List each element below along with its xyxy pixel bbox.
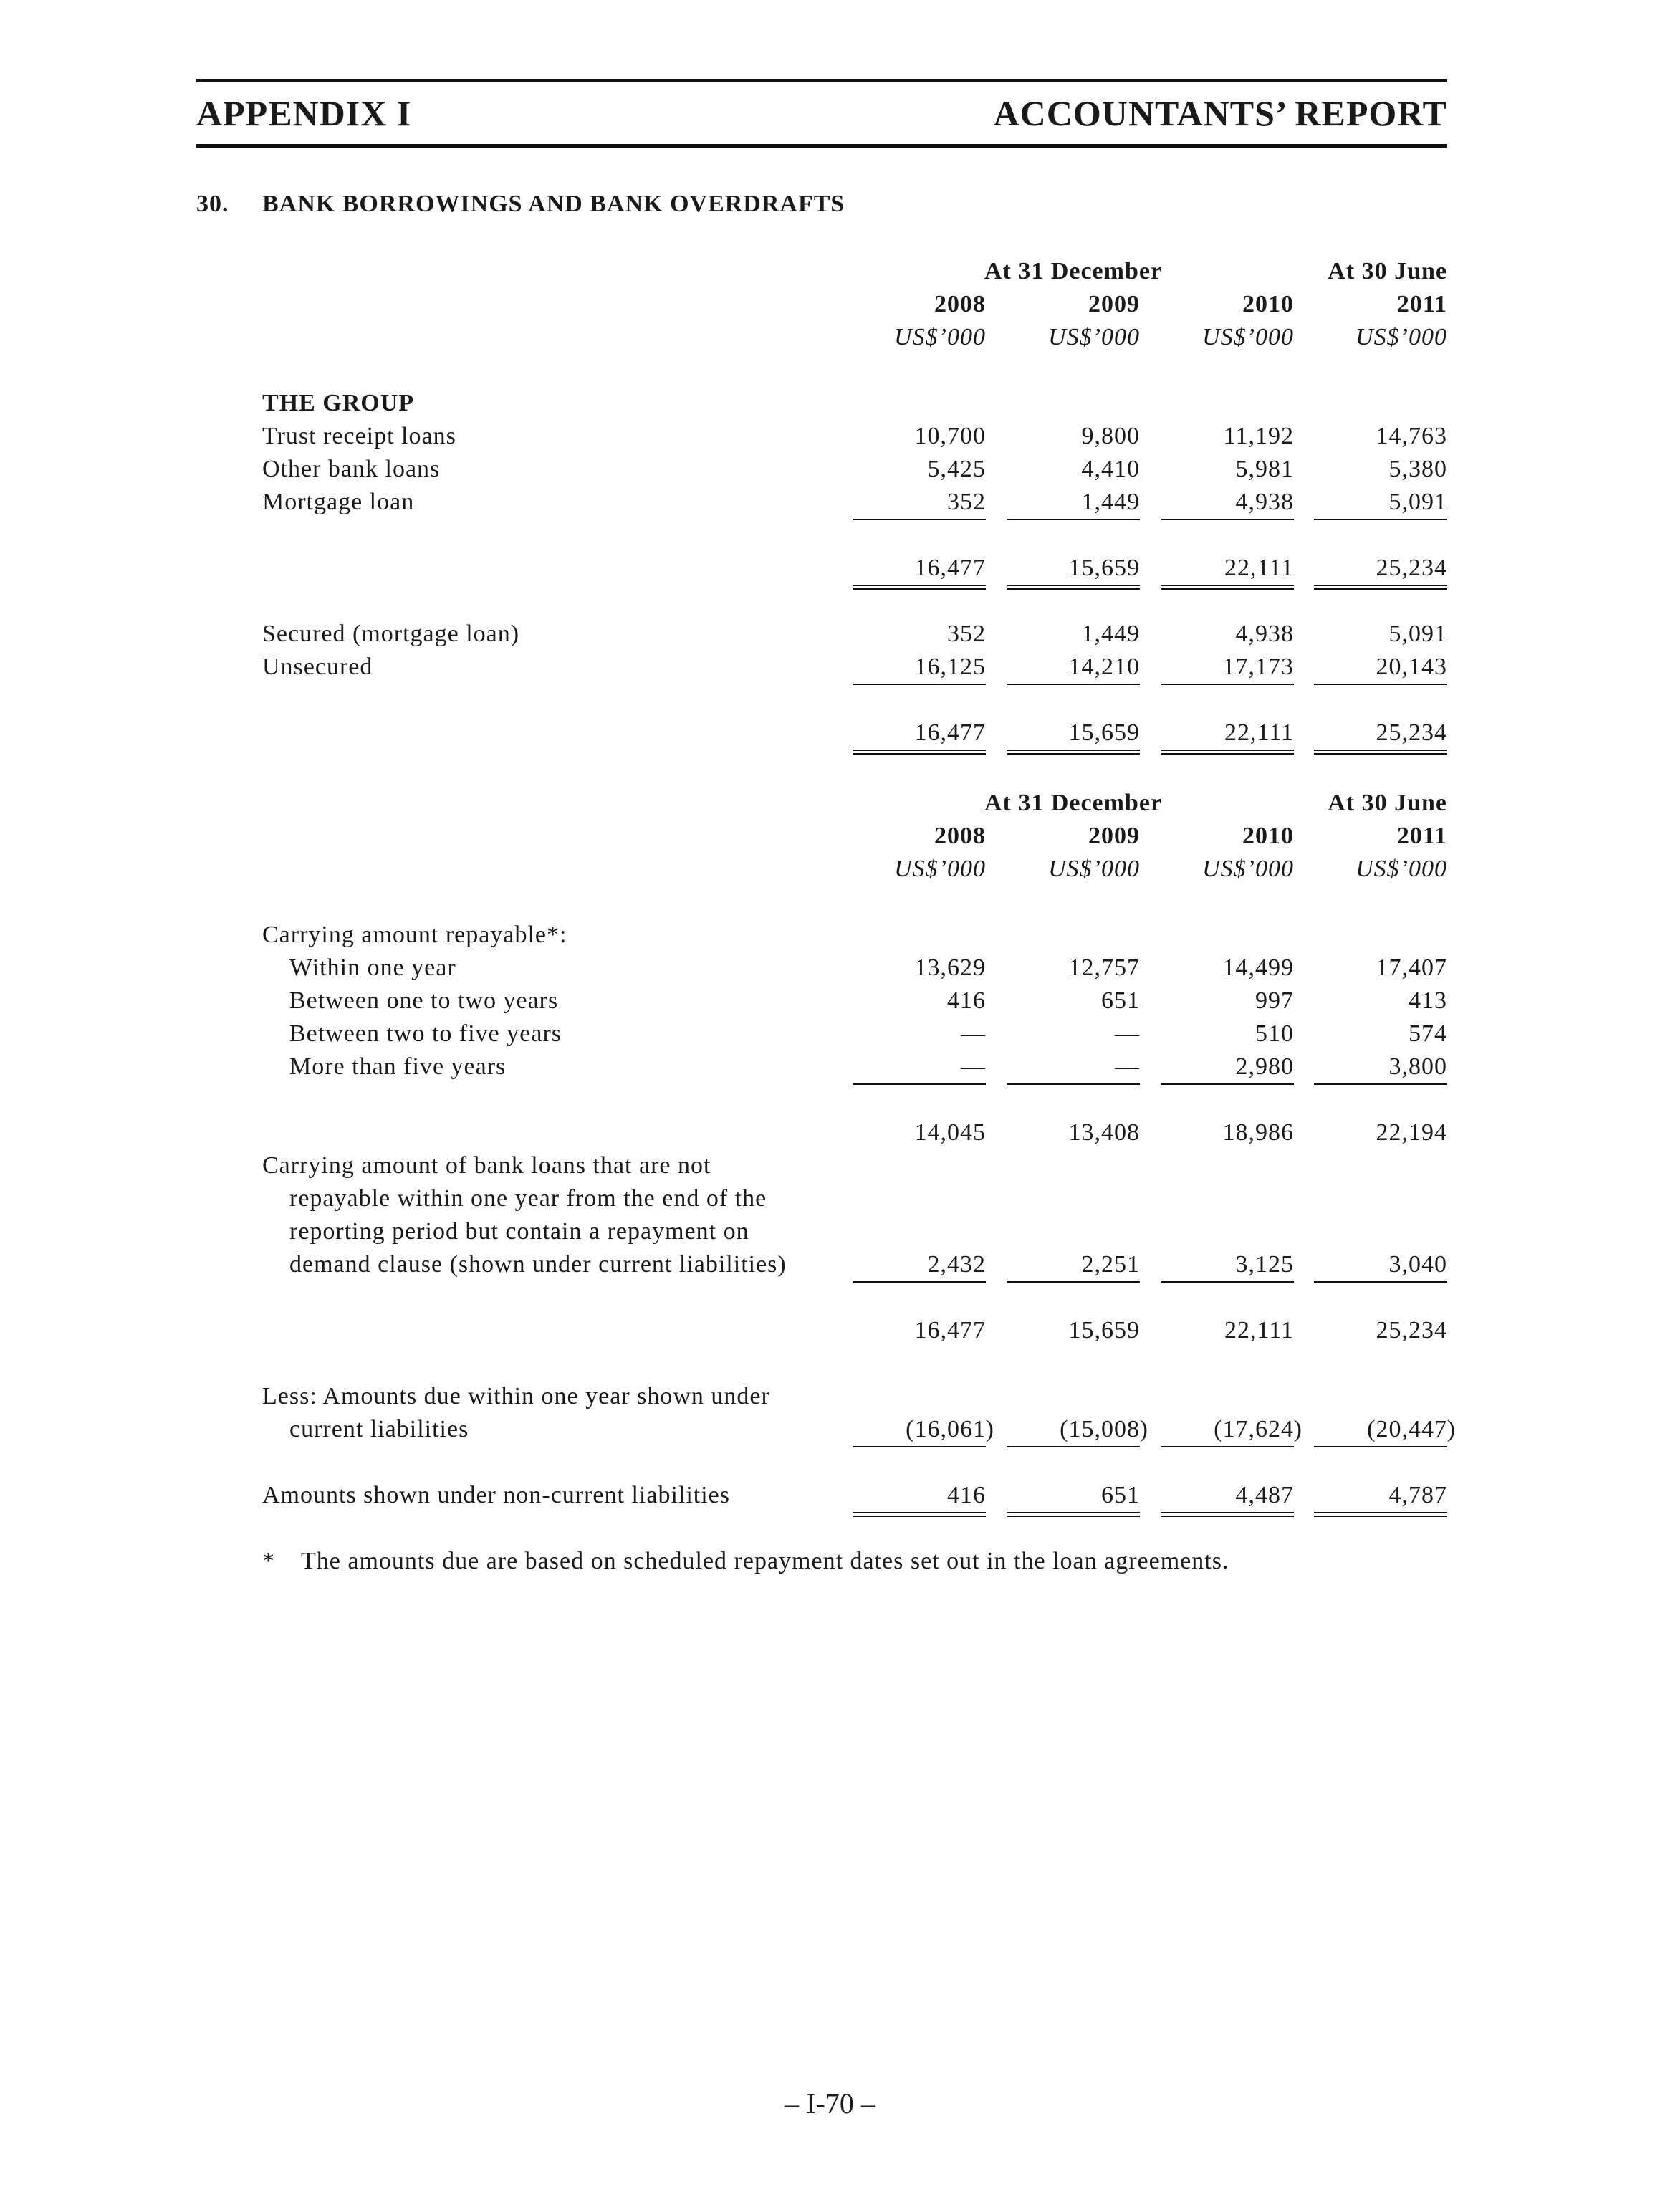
page-header [196,79,1447,148]
year-cell: 2009 [1088,823,1140,849]
value-cell: 1,449 [1007,486,1140,520]
value-cell: 4,787 [1314,1479,1447,1517]
less-label-line: Less: Amounts due within one year shown under [262,1383,770,1409]
value-cell: 12,757 [1068,954,1140,981]
period-header-row [262,787,1447,820]
value-cell: 651 [1007,1479,1140,1517]
unit-cell: US$’000 [1202,856,1294,882]
value-cell: 10,700 [914,423,986,449]
less-label-row [262,1380,1447,1413]
value-text: (20,447 [1367,1416,1447,1442]
unit-cell: US$’000 [894,856,986,882]
year-cell: 2008 [934,291,986,317]
year-cell: 2011 [1396,291,1447,317]
value-cell: 5,380 [1388,456,1447,482]
total-cell: 16,477 [914,1317,986,1344]
row-label: Mortgage loan [262,489,415,515]
table-row [262,985,1447,1018]
subtotal-cell: 14,045 [914,1119,986,1146]
year-cell: 2009 [1088,291,1140,317]
year-cell: 2008 [934,823,986,849]
unit-cell: US$’000 [1356,324,1447,350]
row-label: Amounts shown under non-current liabilities [262,1482,731,1508]
demand-label-line: Carrying amount of bank loans that are not [262,1152,711,1179]
less-label-line: current liabilities [289,1416,469,1442]
row-label: Between two to five years [289,1020,562,1047]
value-cell: 14,210 [1007,651,1140,685]
total-row [262,717,1447,750]
value-cell: 4,410 [1081,456,1140,482]
value-cell: — [1115,1020,1140,1047]
noncurrent-row [262,1479,1447,1512]
unit-cell: US$’000 [1048,324,1140,350]
value-cell: — [1007,1050,1140,1085]
subtotal-cell: 13,408 [1068,1119,1140,1146]
paren: ) [1446,1416,1456,1442]
demand-label-row [262,1182,1447,1215]
value-cell: 3,800 [1314,1050,1447,1085]
period-june: At 30 June [1328,790,1447,816]
total-cell: 15,659 [1007,552,1140,590]
demand-label-line: reporting period but contain a repayment on [289,1218,749,1245]
value-cell [1314,1413,1456,1447]
total-cell: 25,234 [1314,717,1447,755]
year-header-row [262,820,1447,853]
value-cell: 4,938 [1161,486,1294,520]
value-cell: 16,125 [853,651,986,685]
row-label: Secured (mortgage loan) [262,621,520,647]
value-cell: 352 [947,621,986,647]
paren: ) [1139,1416,1148,1442]
footnote [262,1548,1229,1575]
value-cell: — [961,1020,986,1047]
table-row [262,486,1447,519]
value-cell: 4,487 [1161,1479,1294,1517]
value-cell: 997 [1255,987,1294,1014]
value-cell: 2,980 [1161,1050,1294,1085]
unit-cell: US$’000 [1356,856,1447,882]
paren: ) [985,1416,994,1442]
unit-cell: US$’000 [894,324,986,350]
value-cell: — [853,1050,986,1085]
less-row [262,1413,1456,1446]
table-row [262,420,1447,453]
value-cell: 5,091 [1388,621,1447,647]
value-text: (16,061 [906,1416,986,1442]
value-cell: 413 [1409,987,1447,1014]
value-cell: 416 [947,987,986,1014]
row-label: Between one to two years [289,987,559,1014]
total-cell: 15,659 [1068,1317,1140,1344]
value-cell [1007,1413,1148,1447]
value-cell: 3,040 [1314,1248,1447,1283]
demand-label-line: demand clause (shown under current liabilities) [289,1251,787,1278]
repayment-table [262,787,1456,1512]
total-cell: 22,111 [1224,1317,1294,1344]
value-cell: 13,629 [914,954,986,981]
table-row [262,952,1447,985]
total-row [262,1314,1447,1347]
total-cell: 22,111 [1161,552,1294,590]
repayable-heading: Carrying amount repayable*: [262,921,567,948]
value-cell: 1,449 [1081,621,1140,647]
footnote-marker: * [262,1548,275,1574]
value-cell: 5,425 [927,456,986,482]
group-heading: THE GROUP [262,390,415,416]
value-text: (17,624 [1214,1416,1294,1442]
value-cell [1161,1413,1302,1447]
value-cell: 11,192 [1223,423,1294,449]
subtotal-row [262,1116,1447,1149]
total-cell: 25,234 [1314,552,1447,590]
value-cell: 4,938 [1235,621,1294,647]
period-june: At 30 June [1328,258,1447,284]
unit-header-row [262,853,1447,886]
value-cell: 416 [853,1479,986,1517]
subtotal-cell: 22,194 [1376,1119,1447,1146]
year-header-row [262,288,1447,321]
value-cell: 5,981 [1235,456,1294,482]
appendix-label: APPENDIX I [196,93,412,133]
table-row [262,651,1447,684]
table-row [262,618,1447,651]
value-cell: 510 [1255,1020,1294,1047]
value-cell: 2,432 [853,1248,986,1283]
value-cell: 17,173 [1161,651,1294,685]
row-label: Trust receipt loans [262,423,456,449]
note-title: BANK BORROWINGS AND BANK OVERDRAFTS [262,191,845,217]
value-cell: 5,091 [1314,486,1447,520]
value-cell: 352 [853,486,986,520]
report-title: ACCOUNTANTS’ REPORT [993,93,1447,133]
demand-label-row [262,1149,1447,1182]
row-label: Unsecured [262,653,373,680]
value-cell [853,1413,994,1447]
page-number: – I-70 – [785,2087,875,2120]
value-cell: 2,251 [1007,1248,1140,1283]
value-cell: 574 [1409,1020,1447,1047]
total-cell: 22,111 [1161,717,1294,755]
value-text: (15,008 [1060,1416,1140,1442]
group-heading-row [262,387,1447,420]
year-cell: 2010 [1242,823,1294,849]
demand-row [262,1248,1447,1281]
value-cell: 20,143 [1314,651,1447,685]
demand-label-row [262,1215,1447,1248]
table-row [262,1018,1447,1050]
unit-cell: US$’000 [1048,856,1140,882]
year-cell: 2011 [1396,823,1447,849]
year-cell: 2010 [1242,291,1294,317]
total-cell: 16,477 [853,552,986,590]
total-cell: 15,659 [1007,717,1140,755]
total-row [262,552,1447,585]
period-header-row [262,255,1447,288]
table-row [262,453,1447,486]
subtotal-cell: 18,986 [1222,1119,1294,1146]
value-cell: 17,407 [1376,954,1447,981]
value-cell: 14,763 [1376,423,1447,449]
period-december: At 31 December [984,258,1163,284]
note-heading [196,191,845,218]
row-label: Within one year [289,954,456,981]
total-cell: 25,234 [1376,1317,1447,1344]
borrowings-table [262,255,1447,750]
footnote-text: The amounts due are based on scheduled repayment dates set out in the loan agreements. [301,1548,1229,1574]
unit-header-row [262,321,1447,354]
table-row [262,1050,1447,1083]
value-cell: 3,125 [1161,1248,1294,1283]
paren: ) [1293,1416,1302,1442]
repayable-heading-row [262,919,1447,952]
note-number: 30. [196,191,229,217]
row-label: More than five years [289,1053,507,1080]
demand-label-line: repayable within one year from the end of the [289,1185,767,1212]
unit-cell: US$’000 [1202,324,1294,350]
row-label: Other bank loans [262,456,441,482]
value-cell: 651 [1101,987,1140,1014]
total-cell: 16,477 [853,717,986,755]
value-cell: 9,800 [1081,423,1140,449]
value-cell: 14,499 [1222,954,1294,981]
period-december: At 31 December [984,790,1163,816]
